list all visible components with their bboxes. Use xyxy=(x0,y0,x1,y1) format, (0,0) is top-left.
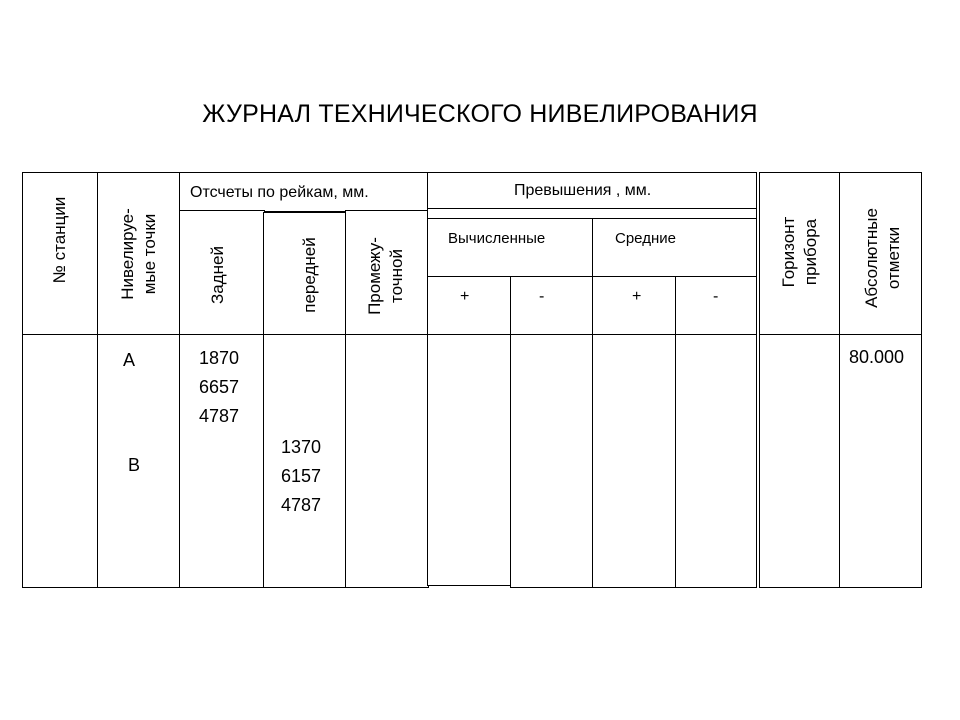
computed-minus-label: - xyxy=(539,288,545,305)
average-minus-header xyxy=(675,276,757,336)
intermediate-header-line2: точной xyxy=(387,249,406,303)
back-header-label: Задней xyxy=(208,246,227,304)
computed-header-cell xyxy=(427,218,594,278)
average-header-cell xyxy=(592,218,757,278)
absolute-header-line2: отметки xyxy=(884,226,903,290)
computed-header-label: Вычисленные xyxy=(448,230,546,247)
points-header-line1: Нивелируе- xyxy=(118,208,137,300)
absolute-body-cell xyxy=(839,334,922,588)
points-header-label xyxy=(117,208,161,300)
back-reading: 6657 xyxy=(198,377,240,397)
front-header-label: передней xyxy=(300,237,319,313)
average-minus-label: - xyxy=(713,288,719,305)
horizon-header-line1: Горизонт xyxy=(779,216,798,288)
horizon-header-line2: прибора xyxy=(801,218,820,286)
computed-minus-header xyxy=(510,276,594,336)
intermediate-header-line1: Промежу- xyxy=(365,237,384,315)
station-body-cell xyxy=(22,334,99,588)
absolute-header-line1: Абсолютные xyxy=(862,208,881,308)
average-plus-label: + xyxy=(632,288,642,305)
horizon-header-label xyxy=(778,217,822,288)
station-header-label: № станции xyxy=(50,196,69,284)
front-reading: 1370 xyxy=(280,437,322,457)
point-a-label: A xyxy=(123,350,136,370)
front-readings-b xyxy=(265,433,337,520)
computed-minus-body xyxy=(510,334,594,588)
back-readings-a xyxy=(183,344,255,431)
computed-plus-header xyxy=(427,276,512,336)
back-reading: 4787 xyxy=(198,406,240,426)
intermediate-body-cell xyxy=(345,334,429,588)
point-b-label: B xyxy=(128,455,141,475)
average-plus-header xyxy=(592,276,677,336)
front-reading: 6157 xyxy=(280,466,322,486)
absolute-elevation-a: 80.000 xyxy=(849,347,905,367)
intermediate-header-label xyxy=(364,237,408,315)
points-header-line2: мые точки xyxy=(140,213,159,295)
readings-group-label: Отсчеты по рейкам, мм. xyxy=(190,184,369,201)
average-plus-body xyxy=(592,334,677,588)
average-header-label: Средние xyxy=(615,230,676,247)
average-minus-body xyxy=(675,334,757,588)
front-reading: 4787 xyxy=(280,495,322,515)
computed-plus-body xyxy=(427,334,512,586)
absolute-header-label xyxy=(861,208,905,308)
elevations-group-label: Превышения , мм. xyxy=(514,182,652,199)
horizon-body-cell xyxy=(759,334,841,588)
computed-plus-label: + xyxy=(460,288,470,305)
page-title: ЖУРНАЛ ТЕХНИЧЕСКОГО НИВЕЛИРОВАНИЯ xyxy=(202,100,758,128)
back-reading: 1870 xyxy=(198,348,240,368)
